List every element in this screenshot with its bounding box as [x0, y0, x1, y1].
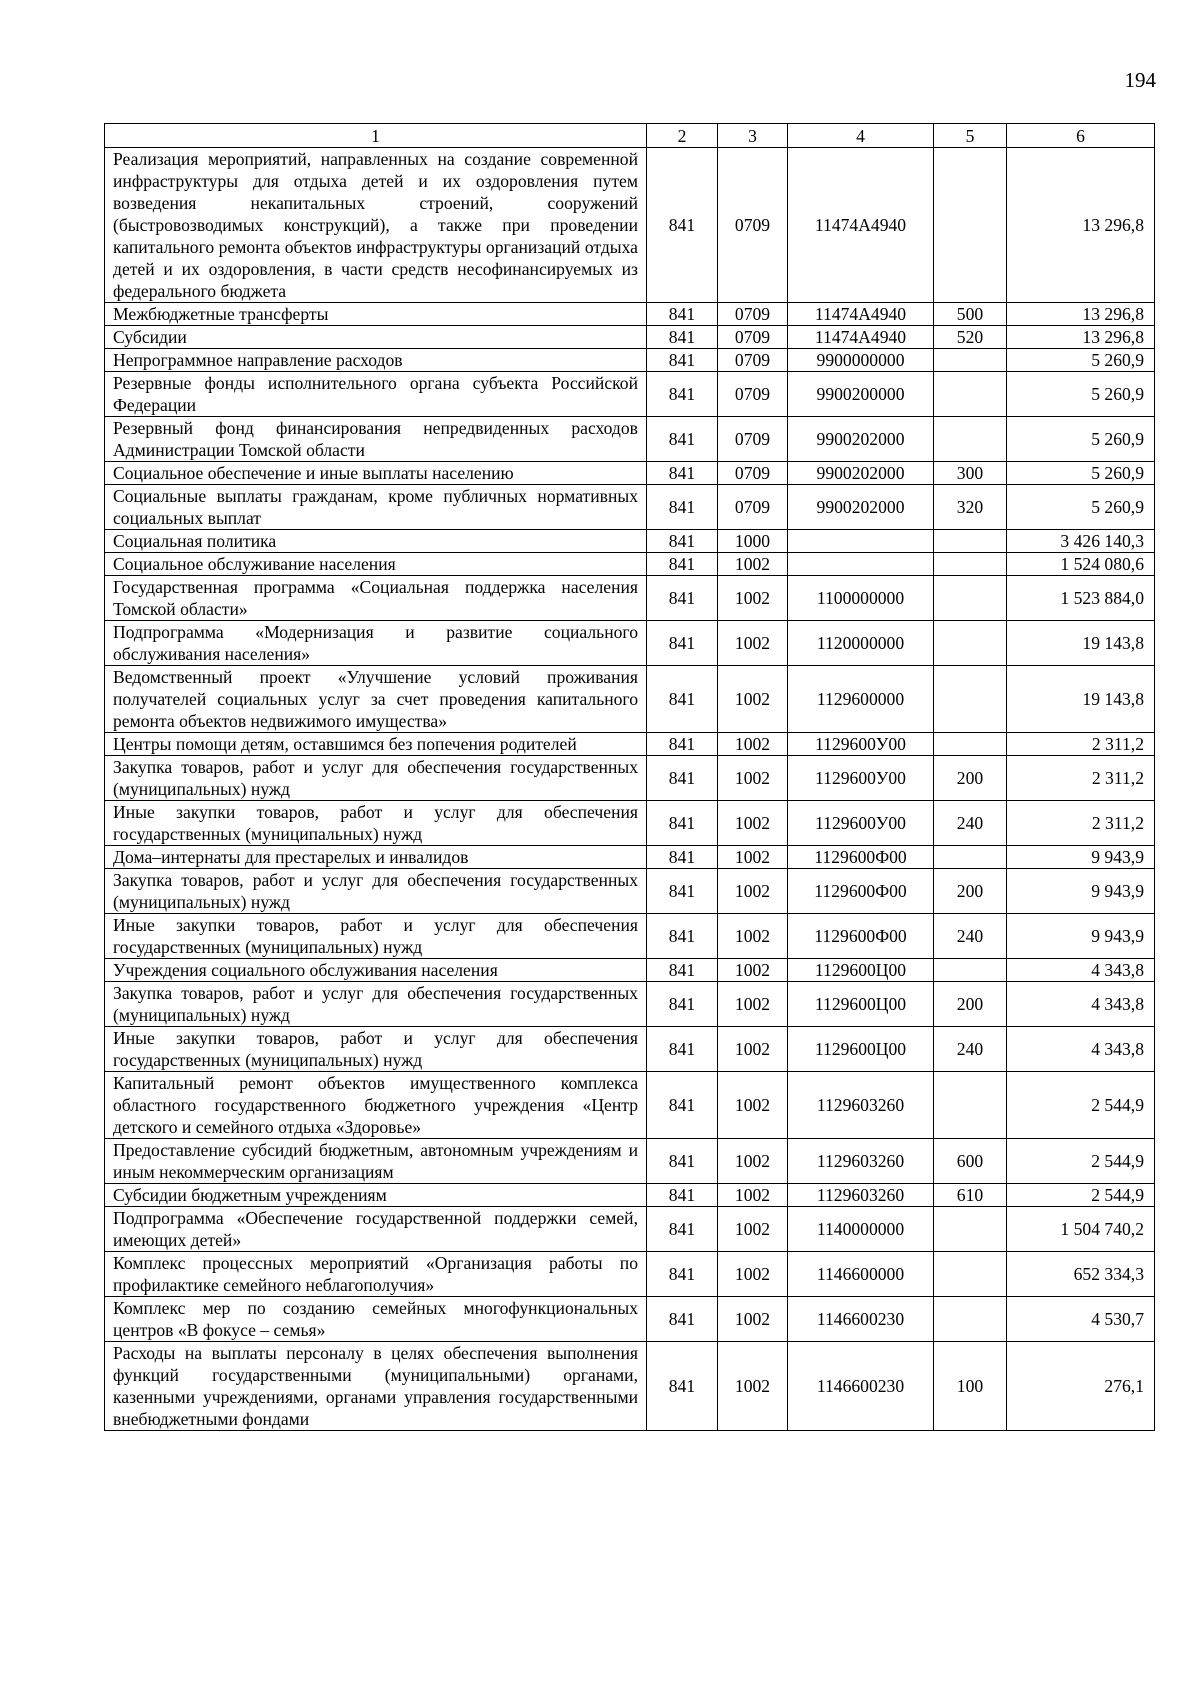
ministry-code-cell: 841 [647, 462, 718, 485]
expense-type-cell [934, 553, 1007, 576]
target-article-cell: 1129603260 [788, 1184, 934, 1207]
ministry-code-cell: 841 [647, 959, 718, 982]
table-row [105, 326, 1155, 349]
section-code-cell: 0709 [718, 417, 788, 462]
section-code-cell: 1002 [718, 666, 788, 733]
expense-type-cell [934, 417, 1007, 462]
expense-type-cell: 320 [934, 485, 1007, 530]
amount-cell: 4 343,8 [1007, 959, 1155, 982]
section-code-cell: 1002 [718, 756, 788, 801]
expense-type-cell [934, 372, 1007, 417]
ministry-code-cell: 841 [647, 1139, 718, 1184]
expense-type-cell: 200 [934, 982, 1007, 1027]
expense-name-cell: Социальная политика [105, 530, 647, 553]
ministry-code-cell: 841 [647, 914, 718, 959]
section-code-cell: 1002 [718, 801, 788, 846]
header-cell-6: 6 [1007, 124, 1155, 148]
section-code-cell: 0709 [718, 485, 788, 530]
target-article-cell: 1129600Ц00 [788, 982, 934, 1027]
section-code-cell: 1002 [718, 1207, 788, 1252]
amount-cell: 4 530,7 [1007, 1297, 1155, 1342]
amount-cell: 13 296,8 [1007, 303, 1155, 326]
amount-cell: 3 426 140,3 [1007, 530, 1155, 553]
section-code-cell: 0709 [718, 148, 788, 303]
ministry-code-cell: 841 [647, 666, 718, 733]
target-article-cell [788, 553, 934, 576]
ministry-code-cell: 841 [647, 148, 718, 303]
amount-cell: 2 544,9 [1007, 1139, 1155, 1184]
expense-name-cell: Иные закупки товаров, работ и услуг для обеспечения государственных (муниципальных) нужд [105, 914, 647, 959]
amount-cell: 4 343,8 [1007, 982, 1155, 1027]
expense-type-cell [934, 666, 1007, 733]
table-row [105, 869, 1155, 914]
amount-cell: 2 311,2 [1007, 733, 1155, 756]
target-article-cell: 1129600У00 [788, 801, 934, 846]
section-code-cell: 1002 [718, 982, 788, 1027]
page-number: 194 [1124, 68, 1156, 92]
section-code-cell: 0709 [718, 349, 788, 372]
expense-type-cell [934, 733, 1007, 756]
amount-cell: 5 260,9 [1007, 349, 1155, 372]
target-article-cell: 9900202000 [788, 417, 934, 462]
header-cell-1: 1 [105, 124, 647, 148]
expense-type-cell [934, 349, 1007, 372]
section-code-cell: 1002 [718, 914, 788, 959]
expense-type-cell: 240 [934, 914, 1007, 959]
ministry-code-cell: 841 [647, 1072, 718, 1139]
table-row [105, 148, 1155, 303]
table-row [105, 417, 1155, 462]
target-article-cell: 1129600Ф00 [788, 914, 934, 959]
ministry-code-cell: 841 [647, 1207, 718, 1252]
expense-type-cell: 240 [934, 801, 1007, 846]
expense-name-cell: Субсидии [105, 326, 647, 349]
target-article-cell: 1140000000 [788, 1207, 934, 1252]
budget-table [104, 123, 1155, 1431]
target-article-cell: 1129603260 [788, 1072, 934, 1139]
expense-type-cell: 240 [934, 1027, 1007, 1072]
table-row [105, 621, 1155, 666]
ministry-code-cell: 841 [647, 1297, 718, 1342]
table-row [105, 372, 1155, 417]
target-article-cell: 1129600У00 [788, 756, 934, 801]
ministry-code-cell: 841 [647, 485, 718, 530]
section-code-cell: 0709 [718, 372, 788, 417]
amount-cell: 2 311,2 [1007, 756, 1155, 801]
expense-name-cell: Социальное обслуживание населения [105, 553, 647, 576]
expense-name-cell: Расходы на выплаты персоналу в целях обеспечения выполнения функций государственными (муниципальными) органами, казенными учреждениями, органами управления государственными внебюджетными фондами [105, 1342, 647, 1431]
expense-type-cell [934, 530, 1007, 553]
target-article-cell: 1146600000 [788, 1252, 934, 1297]
section-code-cell: 1002 [718, 959, 788, 982]
section-code-cell: 1002 [718, 1297, 788, 1342]
table-row [105, 959, 1155, 982]
ministry-code-cell: 841 [647, 1184, 718, 1207]
ministry-code-cell: 841 [647, 621, 718, 666]
ministry-code-cell: 841 [647, 349, 718, 372]
expense-name-cell: Резервные фонды исполнительного органа субъекта Российской Федерации [105, 372, 647, 417]
expense-name-cell: Закупка товаров, работ и услуг для обеспечения государственных (муниципальных) нужд [105, 982, 647, 1027]
table-row [105, 756, 1155, 801]
expense-name-cell: Закупка товаров, работ и услуг для обеспечения государственных (муниципальных) нужд [105, 756, 647, 801]
amount-cell: 5 260,9 [1007, 417, 1155, 462]
expense-name-cell: Социальное обеспечение и иные выплаты населению [105, 462, 647, 485]
table-row [105, 1139, 1155, 1184]
table-row [105, 666, 1155, 733]
target-article-cell: 11474A4940 [788, 326, 934, 349]
amount-cell: 1 504 740,2 [1007, 1207, 1155, 1252]
amount-cell: 19 143,8 [1007, 666, 1155, 733]
expense-type-cell: 600 [934, 1139, 1007, 1184]
expense-type-cell: 610 [934, 1184, 1007, 1207]
table-row [105, 530, 1155, 553]
ministry-code-cell: 841 [647, 1027, 718, 1072]
target-article-cell: 11474A4940 [788, 303, 934, 326]
target-article-cell: 1129600000 [788, 666, 934, 733]
amount-cell: 9 943,9 [1007, 914, 1155, 959]
expense-type-cell [934, 148, 1007, 303]
target-article-cell: 1100000000 [788, 576, 934, 621]
table-body [105, 148, 1155, 1431]
ministry-code-cell: 841 [647, 846, 718, 869]
amount-cell: 13 296,8 [1007, 148, 1155, 303]
ministry-code-cell: 841 [647, 553, 718, 576]
table-row [105, 553, 1155, 576]
table-row [105, 914, 1155, 959]
ministry-code-cell: 841 [647, 869, 718, 914]
table-row [105, 1297, 1155, 1342]
header-cell-2: 2 [647, 124, 718, 148]
target-article-cell: 9900202000 [788, 485, 934, 530]
header-row [105, 124, 1155, 148]
section-code-cell: 1002 [718, 846, 788, 869]
expense-type-cell [934, 1252, 1007, 1297]
table-row [105, 1207, 1155, 1252]
expense-name-cell: Подпрограмма «Обеспечение государственной поддержки семей, имеющих детей» [105, 1207, 647, 1252]
target-article-cell: 1129600Ц00 [788, 959, 934, 982]
ministry-code-cell: 841 [647, 326, 718, 349]
target-article-cell: 9900000000 [788, 349, 934, 372]
target-article-cell: 1129603260 [788, 1139, 934, 1184]
expense-type-cell: 520 [934, 326, 1007, 349]
section-code-cell: 1002 [718, 621, 788, 666]
expense-name-cell: Межбюджетные трансферты [105, 303, 647, 326]
target-article-cell: 1129600Ф00 [788, 846, 934, 869]
target-article-cell: 9900202000 [788, 462, 934, 485]
section-code-cell: 1002 [718, 1252, 788, 1297]
table-row [105, 801, 1155, 846]
expense-name-cell: Комплекс мер по созданию семейных многофункциональных центров «В фокусе – семья» [105, 1297, 647, 1342]
amount-cell: 2 544,9 [1007, 1184, 1155, 1207]
amount-cell: 9 943,9 [1007, 869, 1155, 914]
amount-cell: 13 296,8 [1007, 326, 1155, 349]
expense-type-cell [934, 621, 1007, 666]
expense-name-cell: Центры помощи детям, оставшимся без попечения родителей [105, 733, 647, 756]
expense-name-cell: Непрограммное направление расходов [105, 349, 647, 372]
section-code-cell: 0709 [718, 462, 788, 485]
section-code-cell: 1002 [718, 1027, 788, 1072]
table-row [105, 303, 1155, 326]
amount-cell: 652 334,3 [1007, 1252, 1155, 1297]
table-row [105, 1027, 1155, 1072]
table-row [105, 846, 1155, 869]
target-article-cell [788, 530, 934, 553]
table-row [105, 349, 1155, 372]
ministry-code-cell: 841 [647, 733, 718, 756]
target-article-cell: 11474A4940 [788, 148, 934, 303]
expense-name-cell: Социальные выплаты гражданам, кроме публичных нормативных социальных выплат [105, 485, 647, 530]
amount-cell: 9 943,9 [1007, 846, 1155, 869]
table-row [105, 485, 1155, 530]
table-row [105, 982, 1155, 1027]
ministry-code-cell: 841 [647, 801, 718, 846]
section-code-cell: 1002 [718, 733, 788, 756]
expense-name-cell: Ведомственный проект «Улучшение условий проживания получателей социальных услуг за счет проведения капитального ремонта объектов недвижимого имущества» [105, 666, 647, 733]
ministry-code-cell: 841 [647, 756, 718, 801]
expense-type-cell: 500 [934, 303, 1007, 326]
ministry-code-cell: 841 [647, 1252, 718, 1297]
expense-name-cell: Резервный фонд финансирования непредвиденных расходов Администрации Томской области [105, 417, 647, 462]
expense-type-cell [934, 1072, 1007, 1139]
expense-name-cell: Капитальный ремонт объектов имущественного комплекса областного государственного бюджетного учреждения «Центр детского и семейного отдыха «Здоровье» [105, 1072, 647, 1139]
header-cell-5: 5 [934, 124, 1007, 148]
ministry-code-cell: 841 [647, 372, 718, 417]
expense-type-cell [934, 576, 1007, 621]
table-row [105, 733, 1155, 756]
section-code-cell: 1002 [718, 869, 788, 914]
section-code-cell: 1002 [718, 1342, 788, 1431]
target-article-cell: 1129600Ф00 [788, 869, 934, 914]
ministry-code-cell: 841 [647, 982, 718, 1027]
expense-name-cell: Реализация мероприятий, направленных на создание современной инфраструктуры для отдыха детей и их оздоровления путем возведения некапитальных строений, сооружений (быстровозводимых конструкций), а также при проведении капитального ремонта объектов инфраструктуры организаций отдыха детей и их оздоровления, в части средств несофинансируемых из федерального бюджета [105, 148, 647, 303]
expense-type-cell: 100 [934, 1342, 1007, 1431]
ministry-code-cell: 841 [647, 303, 718, 326]
expense-type-cell [934, 846, 1007, 869]
ministry-code-cell: 841 [647, 576, 718, 621]
header-cell-3: 3 [718, 124, 788, 148]
amount-cell: 19 143,8 [1007, 621, 1155, 666]
amount-cell: 1 524 080,6 [1007, 553, 1155, 576]
expense-name-cell: Дома–интернаты для престарелых и инвалидов [105, 846, 647, 869]
amount-cell: 2 544,9 [1007, 1072, 1155, 1139]
amount-cell: 5 260,9 [1007, 462, 1155, 485]
expense-name-cell: Иные закупки товаров, работ и услуг для обеспечения государственных (муниципальных) нужд [105, 1027, 647, 1072]
expense-type-cell [934, 1297, 1007, 1342]
amount-cell: 5 260,9 [1007, 372, 1155, 417]
expense-type-cell: 200 [934, 869, 1007, 914]
table-row [105, 576, 1155, 621]
table-row [105, 462, 1155, 485]
section-code-cell: 1002 [718, 1184, 788, 1207]
target-article-cell: 1146600230 [788, 1342, 934, 1431]
target-article-cell: 1129600У00 [788, 733, 934, 756]
expense-name-cell: Комплекс процессных мероприятий «Организация работы по профилактике семейного неблагополучия» [105, 1252, 647, 1297]
target-article-cell: 1129600Ц00 [788, 1027, 934, 1072]
section-code-cell: 0709 [718, 303, 788, 326]
expense-name-cell: Закупка товаров, работ и услуг для обеспечения государственных (муниципальных) нужд [105, 869, 647, 914]
amount-cell: 4 343,8 [1007, 1027, 1155, 1072]
expense-type-cell [934, 959, 1007, 982]
ministry-code-cell: 841 [647, 1342, 718, 1431]
header-cell-4: 4 [788, 124, 934, 148]
table-row [105, 1072, 1155, 1139]
expense-name-cell: Подпрограмма «Модернизация и развитие социального обслуживания населения» [105, 621, 647, 666]
expense-name-cell: Учреждения социального обслуживания населения [105, 959, 647, 982]
expense-name-cell: Предоставление субсидий бюджетным, автономным учреждениям и иным некоммерческим организациям [105, 1139, 647, 1184]
expense-type-cell [934, 1207, 1007, 1252]
table-row [105, 1342, 1155, 1431]
target-article-cell: 9900200000 [788, 372, 934, 417]
table-row [105, 1252, 1155, 1297]
section-code-cell: 1002 [718, 1139, 788, 1184]
expense-name-cell: Субсидии бюджетным учреждениям [105, 1184, 647, 1207]
table-row [105, 1184, 1155, 1207]
section-code-cell: 1002 [718, 553, 788, 576]
target-article-cell: 1120000000 [788, 621, 934, 666]
target-article-cell: 1146600230 [788, 1297, 934, 1342]
expense-type-cell: 200 [934, 756, 1007, 801]
amount-cell: 2 311,2 [1007, 801, 1155, 846]
amount-cell: 5 260,9 [1007, 485, 1155, 530]
expense-type-cell: 300 [934, 462, 1007, 485]
expense-name-cell: Иные закупки товаров, работ и услуг для обеспечения государственных (муниципальных) нужд [105, 801, 647, 846]
expense-name-cell: Государственная программа «Социальная поддержка населения Томской области» [105, 576, 647, 621]
section-code-cell: 0709 [718, 326, 788, 349]
section-code-cell: 1002 [718, 1072, 788, 1139]
amount-cell: 1 523 884,0 [1007, 576, 1155, 621]
ministry-code-cell: 841 [647, 417, 718, 462]
amount-cell: 276,1 [1007, 1342, 1155, 1431]
ministry-code-cell: 841 [647, 530, 718, 553]
section-code-cell: 1002 [718, 576, 788, 621]
section-code-cell: 1000 [718, 530, 788, 553]
